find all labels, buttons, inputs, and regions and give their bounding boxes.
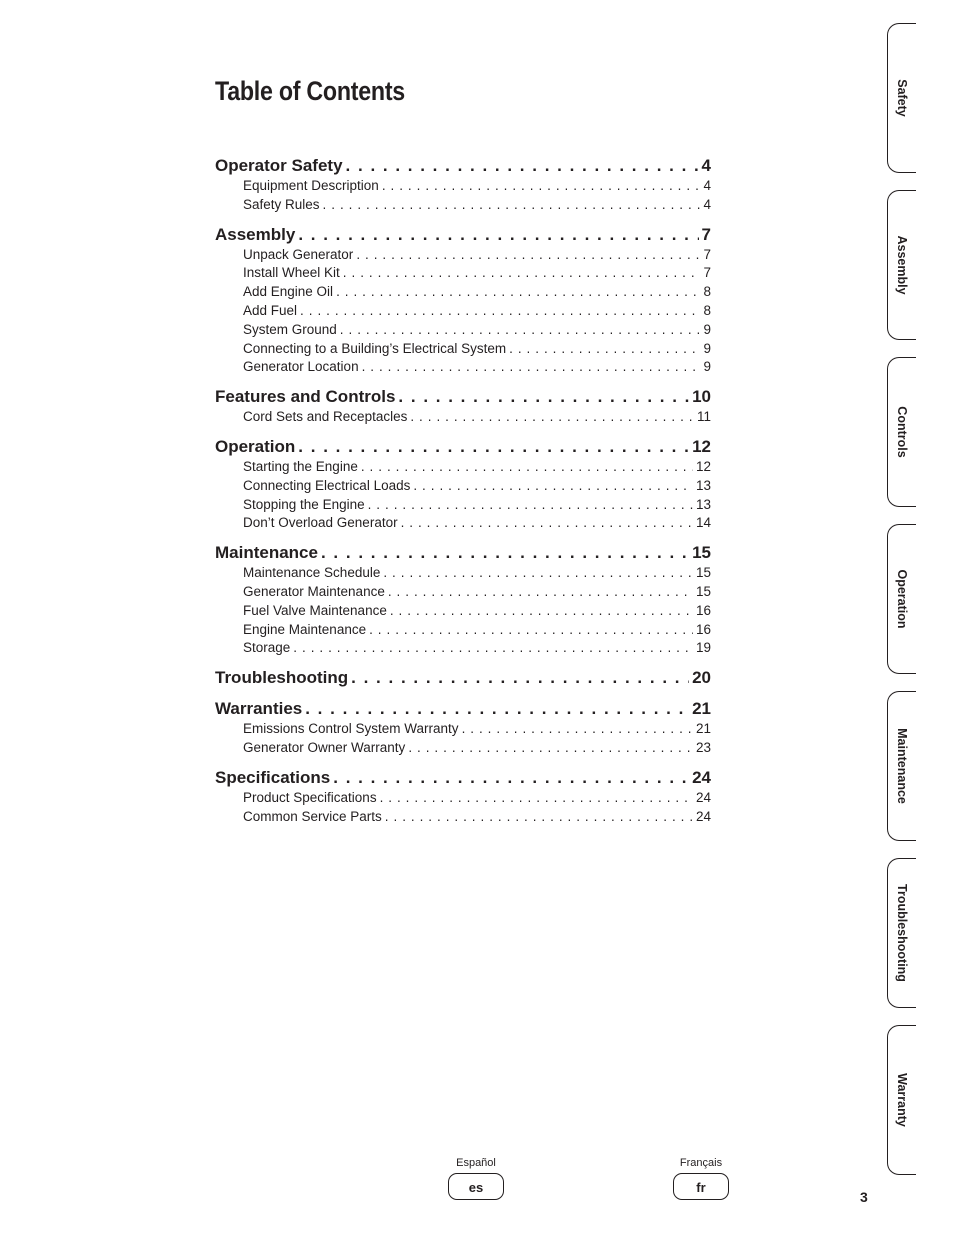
dot-leader [321,541,689,564]
toc-subsection-page: 8 [700,302,711,321]
dot-leader [305,697,689,720]
toc-subsection-label: Storage [243,639,293,658]
dot-leader [410,408,694,427]
toc-subsection[interactable] [243,246,711,265]
toc-subsection-page: 14 [693,514,711,533]
dot-leader [385,808,693,827]
dot-leader [340,321,701,340]
toc-section-label: Specifications [215,766,333,789]
dot-leader [346,154,699,177]
toc-subsection-label: Starting the Engine [243,458,361,477]
toc-subsection[interactable] [243,789,711,808]
toc-section[interactable] [215,385,711,408]
dot-leader [380,789,693,808]
toc-subsection-page: 9 [700,358,711,377]
toc-section-label: Maintenance [215,541,321,564]
toc-subsection-label: Unpack Generator [243,246,356,265]
toc-subsection-label: Stopping the Engine [243,496,368,515]
toc-subsection-label: Cord Sets and Receptacles [243,408,410,427]
toc-subsection-label: Generator Maintenance [243,583,388,602]
toc-section-page: 10 [689,385,711,408]
language-code-button[interactable]: fr [673,1173,729,1200]
toc-subsection-page: 15 [693,564,711,583]
toc-section-page: 21 [689,697,711,720]
toc-subsection[interactable] [243,602,711,621]
toc-section-page: 15 [689,541,711,564]
toc-subsection-label: Install Wheel Kit [243,264,343,283]
toc-subsection-label: Fuel Valve Maintenance [243,602,390,621]
toc-subsection-page: 23 [693,739,711,758]
toc-section[interactable] [215,766,711,789]
toc-subsection[interactable] [243,808,711,827]
dot-leader [300,302,700,321]
toc-subsection-page: 4 [700,177,711,196]
dot-leader [361,458,693,477]
toc-section[interactable] [215,154,711,177]
side-tab-warranty[interactable] [887,1025,916,1175]
toc-subsection-page: 4 [700,196,711,215]
dot-leader [293,639,693,658]
page-title: Table of Contents [215,76,405,106]
toc-section[interactable] [215,223,711,246]
dot-leader [298,223,698,246]
toc-subsection[interactable] [243,283,711,302]
toc-subsection-label: Common Service Parts [243,808,385,827]
toc-subsection-page: 11 [694,408,711,427]
toc-subsection[interactable] [243,496,711,515]
toc-section-page: 4 [699,154,711,177]
toc-section-page: 7 [699,223,711,246]
toc-subsection-label: Product Specifications [243,789,380,808]
toc-section-page: 24 [689,766,711,789]
toc-subsection-page: 9 [700,321,711,340]
toc-subsection[interactable] [243,583,711,602]
toc-subsection-label: Engine Maintenance [243,621,369,640]
side-tab-assembly[interactable] [887,190,916,340]
dot-leader [388,583,693,602]
toc-section-page: 20 [689,666,711,689]
side-tab-maintenance[interactable] [887,691,916,841]
dot-leader [356,246,700,265]
dot-leader [408,739,693,758]
side-tab-label: Warranty [895,1073,909,1127]
dot-leader [462,720,693,739]
toc-subsection-label: Emissions Control System Warranty [243,720,462,739]
toc-subsection[interactable] [243,408,711,427]
dot-leader [362,358,701,377]
toc-subsection-label: Add Engine Oil [243,283,336,302]
toc-subsection-page: 24 [693,808,711,827]
toc-section[interactable] [215,697,711,720]
language-name: Español [456,1157,496,1169]
toc-subsection-label: Connecting to a Building’s Electrical System [243,340,509,359]
toc-subsection[interactable] [243,340,711,359]
toc-subsection[interactable] [243,264,711,283]
toc-subsection-page: 19 [693,639,711,658]
toc-subsection[interactable] [243,177,711,196]
toc-subsection-label: Equipment Description [243,177,382,196]
side-tab-label: Controls [895,406,909,458]
toc-subsection-label: Don’t Overload Generator [243,514,401,533]
toc-subsection[interactable] [243,477,711,496]
toc-subsection-label: Safety Rules [243,196,323,215]
toc-subsection-page: 24 [693,789,711,808]
dot-leader [351,666,689,689]
toc-subsection[interactable] [243,739,711,758]
toc-section[interactable] [215,666,711,689]
dot-leader [336,283,700,302]
toc-subsection-page: 15 [693,583,711,602]
toc-section-label: Troubleshooting [215,666,351,689]
toc-subsection-label: Maintenance Schedule [243,564,383,583]
toc-subsection[interactable] [243,720,711,739]
toc-subsection-label: Generator Location [243,358,362,377]
language-french[interactable] [661,1157,741,1200]
dot-leader [368,496,693,515]
toc-section-label: Features and Controls [215,385,398,408]
toc-subsection-label: System Ground [243,321,340,340]
toc-subsection[interactable] [243,514,711,533]
toc-subsection-page: 9 [700,340,711,359]
toc-subsection-label: Generator Owner Warranty [243,739,408,758]
toc-section-label: Assembly [215,223,298,246]
toc-section-page: 12 [689,435,711,458]
side-tab-label: Assembly [895,235,909,295]
toc-subsection-page: 12 [693,458,711,477]
side-tab-label: Safety [895,79,909,117]
dot-leader [323,196,701,215]
toc-subsection[interactable] [243,358,711,377]
toc-subsection[interactable] [243,196,711,215]
toc-subsection-label: Add Fuel [243,302,300,321]
side-tab-troubleshooting[interactable] [887,858,916,1008]
side-tab-label: Troubleshooting [895,884,909,982]
side-tab-controls[interactable] [887,357,916,507]
toc-subsection-page: 16 [693,621,711,640]
toc-subsection[interactable] [243,621,711,640]
table-of-contents [215,154,711,826]
toc-subsection-page: 7 [700,264,711,283]
toc-subsection-page: 8 [700,283,711,302]
toc-section-label: Operation [215,435,298,458]
toc-subsection-page: 21 [693,720,711,739]
dot-leader [383,564,693,583]
toc-subsection[interactable] [243,639,711,658]
dot-leader [369,621,693,640]
toc-subsection-label: Connecting Electrical Loads [243,477,413,496]
side-tab-operation[interactable] [887,524,916,674]
toc-subsection[interactable] [243,302,711,321]
toc-subsection-page: 7 [700,246,711,265]
page-number: 3 [860,1189,868,1205]
side-tab-safety[interactable] [887,23,916,173]
toc-subsection[interactable] [243,321,711,340]
side-tab-label: Maintenance [895,728,909,804]
toc-section-label: Operator Safety [215,154,346,177]
dot-leader [382,177,701,196]
toc-subsection-page: 16 [693,602,711,621]
dot-leader [333,766,689,789]
side-tab-label: Operation [895,569,909,629]
dot-leader [413,477,693,496]
language-spanish[interactable] [436,1157,516,1200]
toc-subsection[interactable] [243,458,711,477]
toc-subsection[interactable] [243,564,711,583]
dot-leader [298,435,689,458]
language-code-button[interactable]: es [448,1173,504,1200]
toc-section[interactable] [215,541,711,564]
dot-leader [343,264,701,283]
toc-section[interactable] [215,435,711,458]
toc-subsection-page: 13 [693,496,711,515]
toc-subsection-page: 13 [693,477,711,496]
toc-section-label: Warranties [215,697,305,720]
dot-leader [401,514,693,533]
dot-leader [398,385,689,408]
dot-leader [390,602,693,621]
language-name: Français [679,1157,723,1169]
dot-leader [509,340,700,359]
